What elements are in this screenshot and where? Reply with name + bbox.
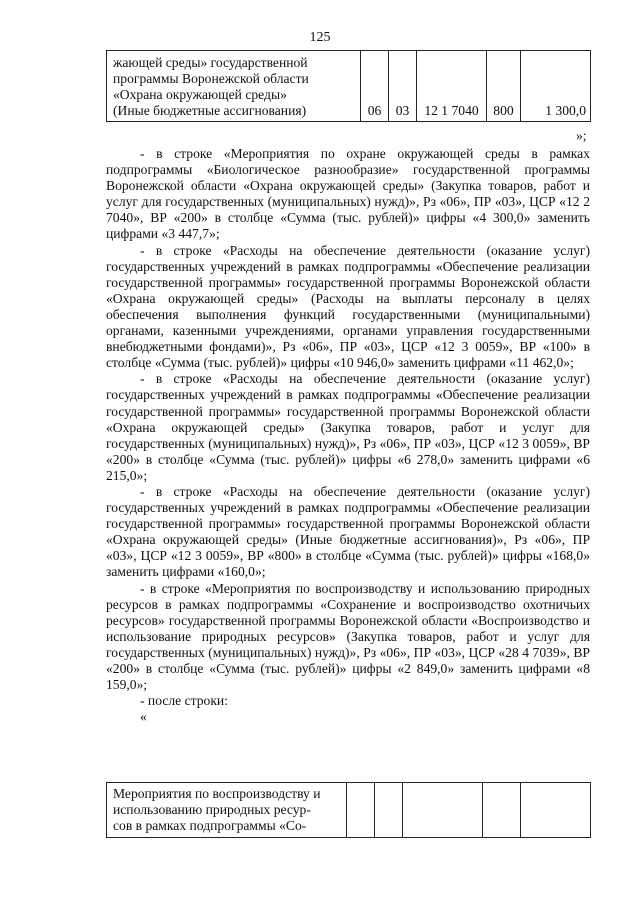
pr-cell: 03 bbox=[389, 51, 417, 122]
amendment-paragraph: - в строке «Расходы на обеспечение деятельности (оказание услуг) государственных учреждений в рамках подпрограммы «Обеспечение реализации государственной программы» государственной программы Воронежской области «Охрана окружающей среды» (Закупка товаров, работ и услуг для государственных (муниципальных) нужд)», Рз «06», ПР «03», ЦСР «12 3 0059», ВР «200» в столбце «Сумма (тыс. рублей)» цифры «6 278,0» заменить цифрами «6 215,0»; bbox=[106, 371, 590, 483]
row-name-line: «Охрана окружающей среды» bbox=[113, 87, 287, 102]
amendment-paragraph: - в строке «Расходы на обеспечение деятельности (оказание услуг) государственных учреждений в рамках подпрограммы «Обеспечение реализации государственной программы» государственной программы Воронежской области «Охрана окружающей среды» (Иные бюджетные ассигнования)», Рз «06», ПР «03», ЦСР «12 3 0059», ВР «800» в столбце «Сумма (тыс. рублей)» цифры «168,0» заменить цифрами «160,0»; bbox=[106, 483, 590, 580]
row-name-cell bbox=[107, 783, 347, 838]
page-number: 125 bbox=[309, 30, 331, 45]
row-name-line: сов в рамках подпрограммы «Со- bbox=[113, 818, 307, 833]
csr-cell: 12 1 7040 bbox=[417, 51, 487, 122]
sum-cell bbox=[521, 783, 591, 838]
amendments-text bbox=[106, 146, 590, 725]
budget-table-top bbox=[106, 50, 591, 122]
opening-quote: « bbox=[140, 709, 147, 725]
table-row bbox=[107, 783, 591, 838]
row-name-line: Мероприятия по воспроизводству и bbox=[113, 786, 321, 801]
vr-cell: 800 bbox=[487, 51, 521, 122]
amendment-paragraph: - в строке «Мероприятия по воспроизводству и использованию природных ресурсов в рамках подпрограммы «Сохранение и воспроизводство охотничьих ресурсов» государственной программы Воронежской области «Воспроизводство и использование природных ресурсов» (Закупка товаров, работ и услуг для государственных (муниципальных) нужд)», Рз «06», ПР «03», ЦСР «28 4 7039», ВР «200» в столбце «Сумма (тыс. рублей)» цифры «2 849,0» заменить цифрами «8 159,0»; bbox=[106, 580, 590, 693]
rz-cell: 06 bbox=[361, 51, 389, 122]
vr-cell bbox=[483, 783, 521, 838]
table-row bbox=[107, 51, 591, 122]
amendment-paragraph: - в строке «Расходы на обеспечение деятельности (оказание услуг) государственных учреждений в рамках подпрограммы «Обеспечение реализации государственной программы» государственной программы Воронежской области «Охрана окружающей среды» (Расходы на выплаты персоналу в целях обеспечения выполнения функций государственными (муниципальными) органами, казенными учреждениями, органами управления государственными внебюджетными фондами)», Рз «06», ПР «03», ЦСР «12 3 0059», ВР «100» в столбце «Сумма (тыс. рублей)» цифры «10 946,0» заменить цифрами «11 462,0»; bbox=[106, 242, 590, 371]
budget-table-bottom bbox=[106, 782, 591, 838]
csr-cell bbox=[403, 783, 483, 838]
after-line: - после строки: bbox=[140, 693, 228, 709]
pr-cell bbox=[375, 783, 403, 838]
closing-quote: »; bbox=[576, 128, 587, 143]
amendment-paragraph: - в строке «Мероприятия по охране окружающей среды в рамках подпрограммы «Биологическое разнообразие» государственной программы Воронежской области «Охрана окружающей среды» (Закупка товаров, работ и услуг для государственных (муниципальных) нужд)», Рз «06», ПР «03», ЦСР «12 2 7040», ВР «200» в столбце «Сумма (тыс. рублей)» цифры «4 300,0» заменить цифрами «3 447,7»; bbox=[106, 146, 590, 242]
row-name-line: использованию природных ресур- bbox=[113, 802, 311, 817]
row-name-line: программы Воронежской области bbox=[113, 71, 309, 86]
row-name-line: жающей среды» государственной bbox=[113, 55, 308, 70]
rz-cell bbox=[347, 783, 375, 838]
row-name-line: (Иные бюджетные ассигнования) bbox=[113, 103, 307, 118]
row-name-cell bbox=[107, 51, 361, 122]
sum-cell: 1 300,0 bbox=[521, 51, 591, 122]
